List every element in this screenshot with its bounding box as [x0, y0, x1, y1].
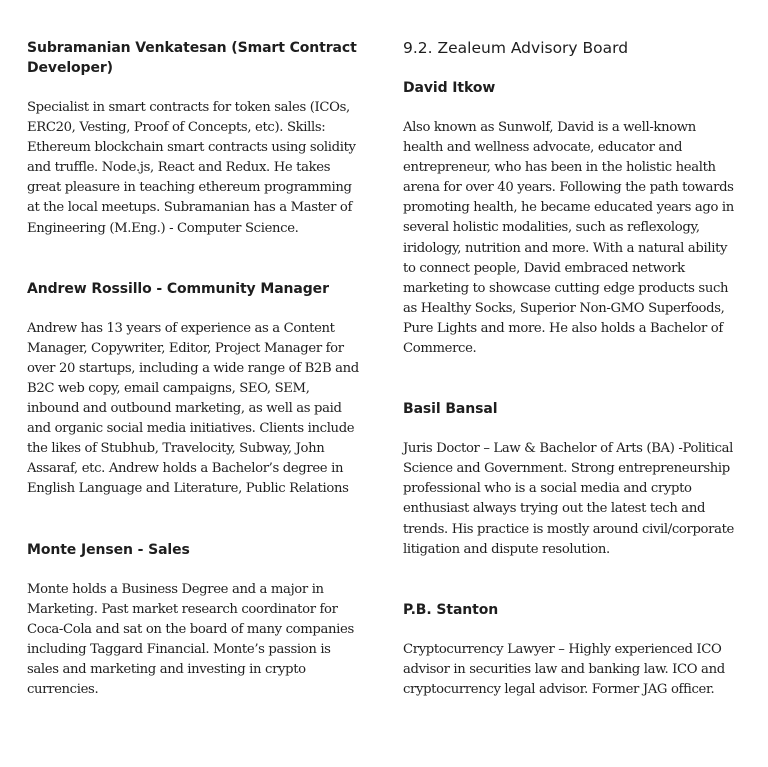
team-member: [27, 279, 359, 500]
person-name: Monte Jensen - Sales: [27, 541, 190, 558]
person-bio: Also known as Sunwolf, David is a well-known health and wellness advocate, educator and entrepreneur, who has been in the holistic health arena for over 40 years. Following the path towards promoting health, he became educated years ago in several holistic modalities, such as reflexology, iridology, nutrition and more. With a natural ability to connect people, David embraced network marketing to showcase cutting edge products such as Healthy Socks, Superior Non-GMO Superfoods, Pure Lights and more. He also holds a Bachelor of Commerce.: [403, 120, 734, 357]
person-name: P.B. Stanton: [403, 601, 499, 618]
advisor: [403, 399, 735, 560]
team-member: [27, 38, 359, 239]
left-column: [27, 36, 359, 700]
advisor: [403, 78, 735, 359]
person-bio: Cryptocurrency Lawyer – Highly experienced ICO advisor in securities law and banking law. ICO and cryptocurrency legal advisor. Former JAG officer.: [403, 641, 725, 697]
person-bio: Monte holds a Business Degree and a major in Marketing. Past market research coordinator for Coca-Cola and sat on the board of many companies including Taggard Financial. Monte’s passion is sales and marketing and investing in crypto currencies.: [27, 581, 354, 697]
advisor: [403, 600, 735, 700]
person-bio: Andrew has 13 years of experience as a Content Manager, Copywriter, Editor, Project Manager for over 20 startups, including a wide range of B2B and B2C web copy, email campaigns, SEO, SEM, inbound and outbound marketing, as well as paid and organic social media initiatives. Clients include the likes of Stubhub, Travelocity, Subway, John Assaraf, etc. Andrew holds a Bachelor’s degree in English Language and Literature, Public Relations: [27, 320, 359, 497]
team-member: [27, 540, 359, 701]
person-name: Basil Bansal: [403, 401, 498, 418]
person-name: Subramanian Venkatesan (Smart Contract Developer): [27, 40, 357, 76]
person-bio: Juris Doctor – Law & Bachelor of Arts (BA) -Political Science and Government. Strong entrepreneurship professional who is a social media and crypto enthusiast always trying out the latest tech and trends. His practice is mostly around civil/corporate litigation and dispute resolution.: [403, 441, 735, 557]
person-name: Andrew Rossillo - Community Manager: [27, 280, 329, 297]
person-bio: Specialist in smart contracts for token sales (ICOs, ERC20, Vesting, Proof of Concepts, etc). Skills: Ethereum blockchain smart contracts using solidity and truffle. Node.js, React and Redux. He takes great pleasure in teaching ethereum programming at the local meetups. Subramanian has a Master of Engineering (M.Eng.) - Computer Science.: [27, 100, 356, 236]
right-column: [403, 36, 735, 700]
person-name: David Itkow: [403, 80, 496, 96]
section-title: 9.2. Zealeum Advisory Board: [403, 39, 629, 57]
